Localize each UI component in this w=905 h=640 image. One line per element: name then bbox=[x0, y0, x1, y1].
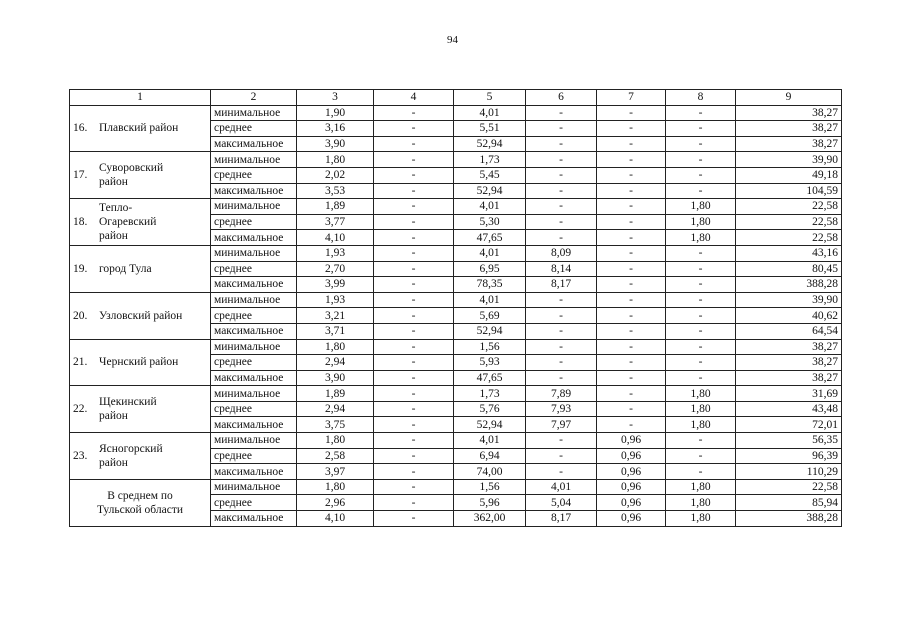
value-cell-col6: - bbox=[526, 292, 597, 308]
district-cell bbox=[70, 433, 211, 480]
value-cell-col7: 0,96 bbox=[597, 433, 666, 449]
value-cell-col7: - bbox=[597, 370, 666, 386]
value-cell-col8: - bbox=[666, 433, 736, 449]
value-cell-col8: - bbox=[666, 323, 736, 339]
district-name-line: Чернский район bbox=[99, 356, 179, 369]
value-cell-col9: 39,90 bbox=[736, 152, 842, 168]
value-cell-col5: 5,45 bbox=[454, 167, 526, 183]
column-header: 9 bbox=[736, 90, 842, 106]
value-cell-col8: 1,80 bbox=[666, 511, 736, 527]
value-type-cell: минимальное bbox=[211, 245, 297, 261]
value-cell-col5: 5,30 bbox=[454, 214, 526, 230]
value-cell-col3: 3,97 bbox=[297, 464, 374, 480]
value-cell-col4: - bbox=[374, 152, 454, 168]
value-cell-col6: - bbox=[526, 214, 597, 230]
value-type-cell: максимальное bbox=[211, 183, 297, 199]
value-cell-col7: - bbox=[597, 261, 666, 277]
district-name-line: район bbox=[99, 410, 128, 423]
district-name-line: район bbox=[99, 456, 128, 469]
value-type-cell: среднее bbox=[211, 121, 297, 137]
value-type-cell: минимальное bbox=[211, 479, 297, 495]
district-label bbox=[73, 201, 207, 243]
district-name bbox=[99, 262, 152, 276]
value-cell-col3: 3,99 bbox=[297, 277, 374, 293]
value-cell-col3: 2,02 bbox=[297, 167, 374, 183]
value-cell-col5: 4,01 bbox=[454, 433, 526, 449]
value-cell-col9: 38,27 bbox=[736, 370, 842, 386]
district-number: 20. bbox=[73, 309, 88, 322]
value-cell-col4: - bbox=[374, 214, 454, 230]
tariff-table bbox=[69, 89, 842, 527]
value-type-cell: минимальное bbox=[211, 292, 297, 308]
value-cell-col6: - bbox=[526, 370, 597, 386]
value-cell-col7: - bbox=[597, 121, 666, 137]
value-cell-col8: - bbox=[666, 183, 736, 199]
district-cell bbox=[70, 105, 211, 152]
district-number: 18. bbox=[73, 216, 88, 229]
value-cell-col3: 1,80 bbox=[297, 339, 374, 355]
column-header: 8 bbox=[666, 90, 736, 106]
district-cell bbox=[70, 292, 211, 339]
value-cell-col3: 1,80 bbox=[297, 479, 374, 495]
value-type-cell: минимальное bbox=[211, 152, 297, 168]
table-row bbox=[70, 199, 842, 215]
value-cell-col3: 3,90 bbox=[297, 136, 374, 152]
value-cell-col4: - bbox=[374, 292, 454, 308]
value-type-cell: среднее bbox=[211, 261, 297, 277]
value-cell-col5: 5,93 bbox=[454, 355, 526, 371]
value-cell-col9: 49,18 bbox=[736, 167, 842, 183]
value-cell-col7: - bbox=[597, 183, 666, 199]
value-type-cell: минимальное bbox=[211, 339, 297, 355]
district-name-line: район bbox=[99, 176, 128, 189]
value-cell-col7: - bbox=[597, 214, 666, 230]
district-name bbox=[99, 161, 163, 189]
value-cell-col5: 1,73 bbox=[454, 386, 526, 402]
district-name bbox=[99, 121, 178, 135]
value-cell-col4: - bbox=[374, 417, 454, 433]
value-cell-col7: 0,96 bbox=[597, 448, 666, 464]
column-header: 1 bbox=[70, 90, 211, 106]
value-cell-col8: 1,80 bbox=[666, 417, 736, 433]
value-cell-col9: 38,27 bbox=[736, 355, 842, 371]
value-cell-col8: - bbox=[666, 105, 736, 121]
value-cell-col3: 2,94 bbox=[297, 401, 374, 417]
value-cell-col8: - bbox=[666, 370, 736, 386]
value-cell-col7: 0,96 bbox=[597, 464, 666, 480]
value-cell-col7: - bbox=[597, 277, 666, 293]
value-type-cell: среднее bbox=[211, 448, 297, 464]
district-name-line: Тепло- bbox=[99, 202, 133, 215]
value-cell-col6: - bbox=[526, 355, 597, 371]
value-cell-col3: 3,53 bbox=[297, 183, 374, 199]
value-cell-col8: - bbox=[666, 167, 736, 183]
value-cell-col7: - bbox=[597, 245, 666, 261]
column-header: 4 bbox=[374, 90, 454, 106]
district-label bbox=[73, 395, 207, 423]
value-cell-col3: 2,94 bbox=[297, 355, 374, 371]
value-cell-col6: 7,97 bbox=[526, 417, 597, 433]
value-cell-col8: 1,80 bbox=[666, 214, 736, 230]
value-type-cell: минимальное bbox=[211, 386, 297, 402]
value-cell-col6: - bbox=[526, 167, 597, 183]
value-cell-col3: 4,10 bbox=[297, 511, 374, 527]
value-cell-col7: - bbox=[597, 152, 666, 168]
value-type-cell: максимальное bbox=[211, 417, 297, 433]
value-cell-col6: 8,17 bbox=[526, 511, 597, 527]
table-body bbox=[70, 90, 842, 527]
value-type-cell: среднее bbox=[211, 401, 297, 417]
value-cell-col8: - bbox=[666, 277, 736, 293]
value-cell-col5: 52,94 bbox=[454, 183, 526, 199]
value-cell-col8: - bbox=[666, 292, 736, 308]
value-cell-col7: - bbox=[597, 308, 666, 324]
value-cell-col3: 1,89 bbox=[297, 199, 374, 215]
value-cell-col5: 4,01 bbox=[454, 199, 526, 215]
summary-name-line: Тульской области bbox=[96, 503, 183, 516]
value-cell-col8: - bbox=[666, 464, 736, 480]
table-row bbox=[70, 292, 842, 308]
value-cell-col5: 1,56 bbox=[454, 339, 526, 355]
value-cell-col6: - bbox=[526, 464, 597, 480]
district-name-line: Плавский район bbox=[99, 122, 179, 135]
column-header: 3 bbox=[297, 90, 374, 106]
value-cell-col5: 52,94 bbox=[454, 136, 526, 152]
value-cell-col7: - bbox=[597, 355, 666, 371]
value-cell-col5: 78,35 bbox=[454, 277, 526, 293]
value-cell-col6: - bbox=[526, 308, 597, 324]
value-cell-col7: 0,96 bbox=[597, 511, 666, 527]
value-cell-col4: - bbox=[374, 277, 454, 293]
value-cell-col8: 1,80 bbox=[666, 230, 736, 246]
value-cell-col3: 3,71 bbox=[297, 323, 374, 339]
value-cell-col4: - bbox=[374, 230, 454, 246]
district-name bbox=[99, 395, 157, 423]
column-header: 6 bbox=[526, 90, 597, 106]
value-type-cell: среднее bbox=[211, 355, 297, 371]
value-cell-col9: 64,54 bbox=[736, 323, 842, 339]
district-name-line: Суворовский bbox=[99, 162, 164, 175]
value-cell-col8: 1,80 bbox=[666, 199, 736, 215]
table-row bbox=[70, 245, 842, 261]
district-cell bbox=[70, 245, 211, 292]
district-cell bbox=[70, 199, 211, 246]
value-cell-col6: 7,89 bbox=[526, 386, 597, 402]
value-cell-col4: - bbox=[374, 308, 454, 324]
value-cell-col5: 1,73 bbox=[454, 152, 526, 168]
value-type-cell: минимальное bbox=[211, 105, 297, 121]
district-number: 21. bbox=[73, 356, 88, 369]
district-number: 23. bbox=[73, 449, 88, 462]
district-label bbox=[73, 309, 207, 323]
column-header: 5 bbox=[454, 90, 526, 106]
district-cell bbox=[70, 152, 211, 199]
value-cell-col6: - bbox=[526, 230, 597, 246]
value-cell-col5: 47,65 bbox=[454, 230, 526, 246]
value-cell-col9: 388,28 bbox=[736, 277, 842, 293]
value-type-cell: среднее bbox=[211, 495, 297, 511]
value-cell-col5: 5,96 bbox=[454, 495, 526, 511]
value-cell-col8: - bbox=[666, 121, 736, 137]
value-cell-col9: 40,62 bbox=[736, 308, 842, 324]
value-cell-col9: 31,69 bbox=[736, 386, 842, 402]
district-name-line: Узловский район bbox=[99, 309, 183, 322]
value-cell-col5: 74,00 bbox=[454, 464, 526, 480]
page-number: 94 bbox=[447, 34, 458, 46]
value-cell-col6: - bbox=[526, 339, 597, 355]
value-cell-col5: 5,51 bbox=[454, 121, 526, 137]
value-cell-col8: - bbox=[666, 308, 736, 324]
column-header: 7 bbox=[597, 90, 666, 106]
value-cell-col3: 1,80 bbox=[297, 433, 374, 449]
value-cell-col8: - bbox=[666, 448, 736, 464]
value-cell-col6: 8,17 bbox=[526, 277, 597, 293]
value-cell-col9: 38,27 bbox=[736, 105, 842, 121]
value-cell-col9: 22,58 bbox=[736, 199, 842, 215]
value-cell-col9: 72,01 bbox=[736, 417, 842, 433]
value-cell-col6: 4,01 bbox=[526, 479, 597, 495]
value-cell-col6: - bbox=[526, 323, 597, 339]
value-cell-col7: 0,96 bbox=[597, 479, 666, 495]
value-cell-col5: 47,65 bbox=[454, 370, 526, 386]
value-cell-col9: 22,58 bbox=[736, 230, 842, 246]
value-cell-col3: 1,93 bbox=[297, 245, 374, 261]
value-cell-col4: - bbox=[374, 370, 454, 386]
value-cell-col9: 22,58 bbox=[736, 479, 842, 495]
value-cell-col7: - bbox=[597, 230, 666, 246]
value-cell-col8: 1,80 bbox=[666, 401, 736, 417]
value-cell-col6: 7,93 bbox=[526, 401, 597, 417]
value-type-cell: среднее bbox=[211, 167, 297, 183]
value-cell-col4: - bbox=[374, 386, 454, 402]
value-cell-col6: - bbox=[526, 136, 597, 152]
value-cell-col3: 1,89 bbox=[297, 386, 374, 402]
value-cell-col4: - bbox=[374, 464, 454, 480]
value-cell-col3: 1,80 bbox=[297, 152, 374, 168]
value-cell-col4: - bbox=[374, 511, 454, 527]
value-cell-col9: 38,27 bbox=[736, 121, 842, 137]
value-cell-col9: 38,27 bbox=[736, 136, 842, 152]
value-cell-col4: - bbox=[374, 339, 454, 355]
value-cell-col7: - bbox=[597, 417, 666, 433]
value-cell-col6: 5,04 bbox=[526, 495, 597, 511]
value-cell-col6: 8,14 bbox=[526, 261, 597, 277]
value-cell-col7: - bbox=[597, 401, 666, 417]
district-name-line: район bbox=[99, 230, 128, 243]
value-cell-col9: 110,29 bbox=[736, 464, 842, 480]
value-cell-col5: 4,01 bbox=[454, 292, 526, 308]
value-cell-col5: 1,56 bbox=[454, 479, 526, 495]
value-cell-col3: 2,58 bbox=[297, 448, 374, 464]
value-cell-col9: 22,58 bbox=[736, 214, 842, 230]
value-cell-col8: - bbox=[666, 152, 736, 168]
value-cell-col9: 96,39 bbox=[736, 448, 842, 464]
value-cell-col7: - bbox=[597, 199, 666, 215]
value-cell-col4: - bbox=[374, 355, 454, 371]
value-cell-col9: 80,45 bbox=[736, 261, 842, 277]
value-cell-col5: 5,76 bbox=[454, 401, 526, 417]
value-cell-col6: - bbox=[526, 152, 597, 168]
district-label bbox=[73, 355, 207, 369]
value-cell-col3: 3,21 bbox=[297, 308, 374, 324]
value-type-cell: максимальное bbox=[211, 464, 297, 480]
value-cell-col3: 3,77 bbox=[297, 214, 374, 230]
value-cell-col6: 8,09 bbox=[526, 245, 597, 261]
district-number: 19. bbox=[73, 262, 88, 275]
value-cell-col5: 5,69 bbox=[454, 308, 526, 324]
value-cell-col5: 52,94 bbox=[454, 323, 526, 339]
value-cell-col6: - bbox=[526, 105, 597, 121]
value-type-cell: максимальное bbox=[211, 511, 297, 527]
summary-name-line: В среднем по bbox=[107, 489, 173, 502]
district-cell bbox=[70, 339, 211, 386]
value-cell-col5: 4,01 bbox=[454, 105, 526, 121]
value-cell-col5: 6,94 bbox=[454, 448, 526, 464]
district-label bbox=[73, 161, 207, 189]
summary-cell bbox=[70, 479, 211, 526]
table-row bbox=[70, 433, 842, 449]
value-cell-col7: - bbox=[597, 105, 666, 121]
value-cell-col8: - bbox=[666, 339, 736, 355]
district-name-line: город Тула bbox=[99, 262, 152, 275]
value-cell-col4: - bbox=[374, 183, 454, 199]
district-label bbox=[73, 121, 207, 135]
value-cell-col9: 39,90 bbox=[736, 292, 842, 308]
value-cell-col9: 43,48 bbox=[736, 401, 842, 417]
value-cell-col7: - bbox=[597, 339, 666, 355]
table-row bbox=[70, 105, 842, 121]
value-cell-col7: - bbox=[597, 323, 666, 339]
table-row bbox=[70, 479, 842, 495]
value-type-cell: максимальное bbox=[211, 277, 297, 293]
column-header: 2 bbox=[211, 90, 297, 106]
value-cell-col7: - bbox=[597, 386, 666, 402]
value-cell-col3: 2,96 bbox=[297, 495, 374, 511]
table-row bbox=[70, 386, 842, 402]
value-cell-col5: 6,95 bbox=[454, 261, 526, 277]
district-number: 16. bbox=[73, 122, 88, 135]
value-cell-col3: 3,90 bbox=[297, 370, 374, 386]
value-cell-col5: 362,00 bbox=[454, 511, 526, 527]
value-cell-col8: - bbox=[666, 136, 736, 152]
value-cell-col3: 3,75 bbox=[297, 417, 374, 433]
value-cell-col4: - bbox=[374, 105, 454, 121]
district-name bbox=[99, 201, 156, 243]
value-type-cell: минимальное bbox=[211, 433, 297, 449]
value-cell-col9: 388,28 bbox=[736, 511, 842, 527]
value-type-cell: максимальное bbox=[211, 136, 297, 152]
value-cell-col8: - bbox=[666, 355, 736, 371]
value-cell-col7: 0,96 bbox=[597, 495, 666, 511]
value-cell-col6: - bbox=[526, 199, 597, 215]
value-cell-col6: - bbox=[526, 183, 597, 199]
value-cell-col3: 1,93 bbox=[297, 292, 374, 308]
value-cell-col4: - bbox=[374, 401, 454, 417]
value-cell-col6: - bbox=[526, 433, 597, 449]
table-row bbox=[70, 152, 842, 168]
value-cell-col3: 2,70 bbox=[297, 261, 374, 277]
value-cell-col6: - bbox=[526, 121, 597, 137]
value-cell-col8: - bbox=[666, 245, 736, 261]
header-row bbox=[70, 90, 842, 106]
value-cell-col7: - bbox=[597, 136, 666, 152]
value-cell-col9: 85,94 bbox=[736, 495, 842, 511]
district-name-line: Огаревский bbox=[99, 216, 157, 229]
value-type-cell: среднее bbox=[211, 214, 297, 230]
value-cell-col9: 104,59 bbox=[736, 183, 842, 199]
value-cell-col4: - bbox=[374, 495, 454, 511]
value-cell-col3: 1,90 bbox=[297, 105, 374, 121]
value-cell-col4: - bbox=[374, 121, 454, 137]
value-type-cell: минимальное bbox=[211, 199, 297, 215]
value-cell-col3: 4,10 bbox=[297, 230, 374, 246]
value-cell-col9: 43,16 bbox=[736, 245, 842, 261]
value-cell-col4: - bbox=[374, 479, 454, 495]
value-cell-col8: 1,80 bbox=[666, 495, 736, 511]
value-cell-col6: - bbox=[526, 448, 597, 464]
value-cell-col4: - bbox=[374, 136, 454, 152]
value-type-cell: максимальное bbox=[211, 230, 297, 246]
district-cell bbox=[70, 386, 211, 433]
value-cell-col5: 4,01 bbox=[454, 245, 526, 261]
value-cell-col9: 56,35 bbox=[736, 433, 842, 449]
value-cell-col8: 1,80 bbox=[666, 479, 736, 495]
value-cell-col7: - bbox=[597, 167, 666, 183]
district-label bbox=[73, 442, 207, 470]
value-cell-col8: - bbox=[666, 261, 736, 277]
district-name bbox=[99, 309, 182, 323]
value-cell-col4: - bbox=[374, 261, 454, 277]
district-number: 17. bbox=[73, 169, 88, 182]
district-name bbox=[99, 442, 163, 470]
value-cell-col4: - bbox=[374, 245, 454, 261]
value-cell-col3: 3,16 bbox=[297, 121, 374, 137]
value-cell-col5: 52,94 bbox=[454, 417, 526, 433]
value-cell-col4: - bbox=[374, 199, 454, 215]
district-number: 22. bbox=[73, 403, 88, 416]
value-cell-col8: 1,80 bbox=[666, 386, 736, 402]
district-name-line: Щекинский bbox=[99, 396, 157, 409]
value-cell-col9: 38,27 bbox=[736, 339, 842, 355]
value-cell-col4: - bbox=[374, 433, 454, 449]
district-label bbox=[73, 262, 207, 276]
district-name bbox=[99, 355, 178, 369]
value-type-cell: максимальное bbox=[211, 370, 297, 386]
value-cell-col4: - bbox=[374, 448, 454, 464]
value-type-cell: максимальное bbox=[211, 323, 297, 339]
value-cell-col4: - bbox=[374, 323, 454, 339]
value-type-cell: среднее bbox=[211, 308, 297, 324]
value-cell-col4: - bbox=[374, 167, 454, 183]
table-row bbox=[70, 339, 842, 355]
district-name-line: Ясногорский bbox=[99, 442, 163, 455]
value-cell-col7: - bbox=[597, 292, 666, 308]
